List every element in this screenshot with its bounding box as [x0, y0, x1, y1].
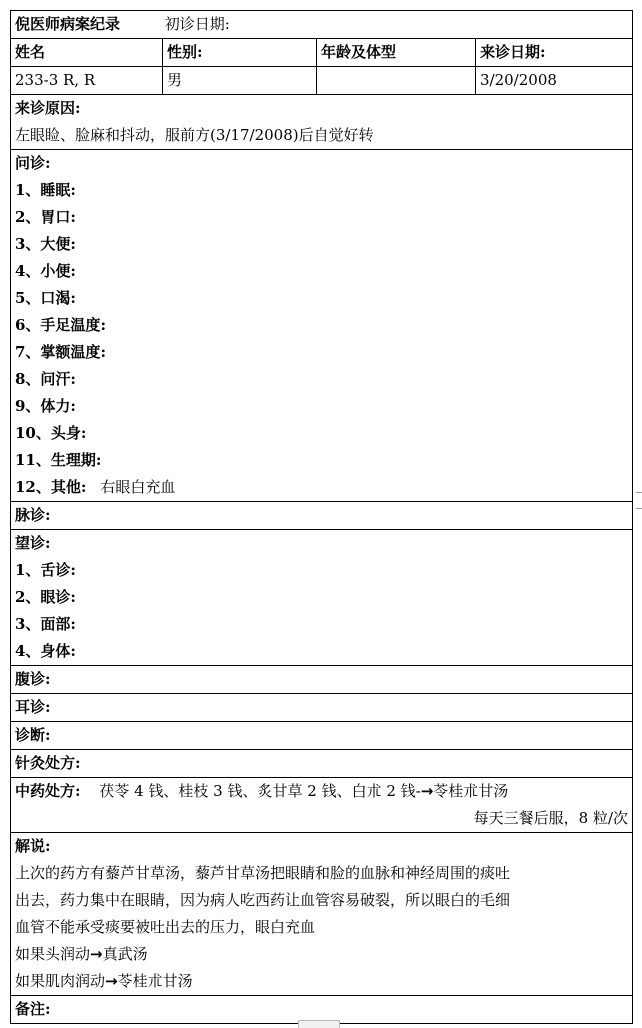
observation-row	[11, 530, 633, 666]
visit-date-label: 来诊日期:	[476, 39, 633, 67]
inquiry-item-hand-foot-temp: 6、手足温度:	[15, 316, 106, 334]
reason-label: 来诊原因:	[15, 99, 81, 117]
herbal-row	[11, 778, 633, 833]
ear-row	[11, 694, 633, 722]
herbal-prescription-line	[15, 778, 628, 805]
record-header-row	[11, 11, 633, 39]
observation-item-face: 3、面部:	[15, 615, 76, 633]
explanation-condition-2: 如果肌肉润动→苓桂朮甘汤	[15, 972, 193, 990]
visit-date-value: 3/20/2008	[476, 67, 633, 95]
inquiry-item-stool: 3、大便:	[15, 235, 76, 253]
inquiry-item-menstrual: 11、生理期:	[15, 451, 102, 469]
inquiry-item-energy: 9、体力:	[15, 397, 76, 415]
patient-age-value	[317, 67, 476, 95]
reason-text: 左眼睑、脸麻和抖动，服前方(3/17/2008)后自觉好转	[15, 126, 374, 144]
medical-record-table	[10, 10, 633, 1024]
name-label: 姓名	[11, 39, 163, 67]
explanation-line-3: 血管不能承受痰要被吐出去的压力，眼白充血	[15, 918, 316, 936]
herbal-formula-name: 苓桂朮甘汤	[433, 782, 509, 800]
acupuncture-row	[11, 750, 633, 778]
page-edge-mark	[636, 508, 642, 509]
patient-name-value: 233-3 R, R	[11, 67, 163, 95]
inquiry-item-urine: 4、小便:	[15, 262, 76, 280]
explanation-label: 解说:	[15, 837, 51, 855]
diagnosis-row	[11, 722, 633, 750]
explanation-condition-1: 如果头润动→真武汤	[15, 945, 148, 963]
reason-row	[11, 95, 633, 150]
ear-label: 耳诊:	[15, 698, 51, 716]
herbal-prescription: 茯苓 4 钱、桂枝 3 钱、炙甘草 2 钱、白朮 2 钱-	[99, 782, 421, 800]
inquiry-item-sweat: 8、问汗:	[15, 370, 76, 388]
diagnosis-label: 诊断:	[15, 726, 51, 744]
abdomen-row	[11, 666, 633, 694]
inquiry-item-thirst: 5、口渴:	[15, 289, 76, 307]
explanation-line-2: 出去，药力集中在眼睛，因为病人吃西药让血管容易破裂，所以眼白的毛细	[15, 891, 511, 909]
page-edge-mark	[636, 492, 642, 493]
observation-item-body: 4、身体:	[15, 642, 76, 660]
record-title: 倪医师病案纪录	[15, 15, 121, 33]
herbal-label: 中药处方:	[15, 782, 81, 800]
patient-info-values-row	[11, 67, 633, 95]
record-page	[10, 10, 632, 1024]
inquiry-item-appetite: 2、胃口:	[15, 208, 76, 226]
inquiry-label: 问诊:	[15, 154, 51, 172]
first-visit-date-label: 初诊日期:	[164, 15, 230, 33]
gender-label: 性别:	[163, 39, 317, 67]
explanation-line-1: 上次的药方有藜芦甘草汤，藜芦甘草汤把眼睛和脸的血脉和神经周围的痰吐	[15, 864, 511, 882]
observation-label: 望诊:	[15, 534, 51, 552]
arrow-right-icon: →	[90, 945, 103, 963]
explanation-row	[11, 833, 633, 996]
inquiry-item-head-body: 10、头身:	[15, 424, 87, 442]
inquiry-item-sleep: 1、睡眠:	[15, 181, 76, 199]
inquiry-item-other: 12、其他: 右眼白充血	[15, 478, 176, 496]
observation-item-tongue: 1、舌诊:	[15, 561, 76, 579]
age-body-label: 年龄及体型	[317, 39, 476, 67]
observation-item-eye: 2、眼诊:	[15, 588, 76, 606]
inquiry-item-palm-forehead-temp: 7、掌额温度:	[15, 343, 106, 361]
patient-gender-value: 男	[163, 67, 317, 95]
arrow-right-icon: →	[105, 972, 118, 990]
arrow-right-icon: →	[420, 782, 434, 800]
abdomen-label: 腹诊:	[15, 670, 51, 688]
pulse-row	[11, 502, 633, 530]
pulse-label: 脉诊:	[15, 506, 51, 524]
acupuncture-label: 针灸处方:	[15, 754, 81, 772]
patient-info-labels-row	[11, 39, 633, 67]
herbal-dosage: 每天三餐后服，8 粒/次	[473, 809, 629, 827]
remarks-label: 备注:	[15, 1000, 51, 1018]
inquiry-row	[11, 150, 633, 502]
